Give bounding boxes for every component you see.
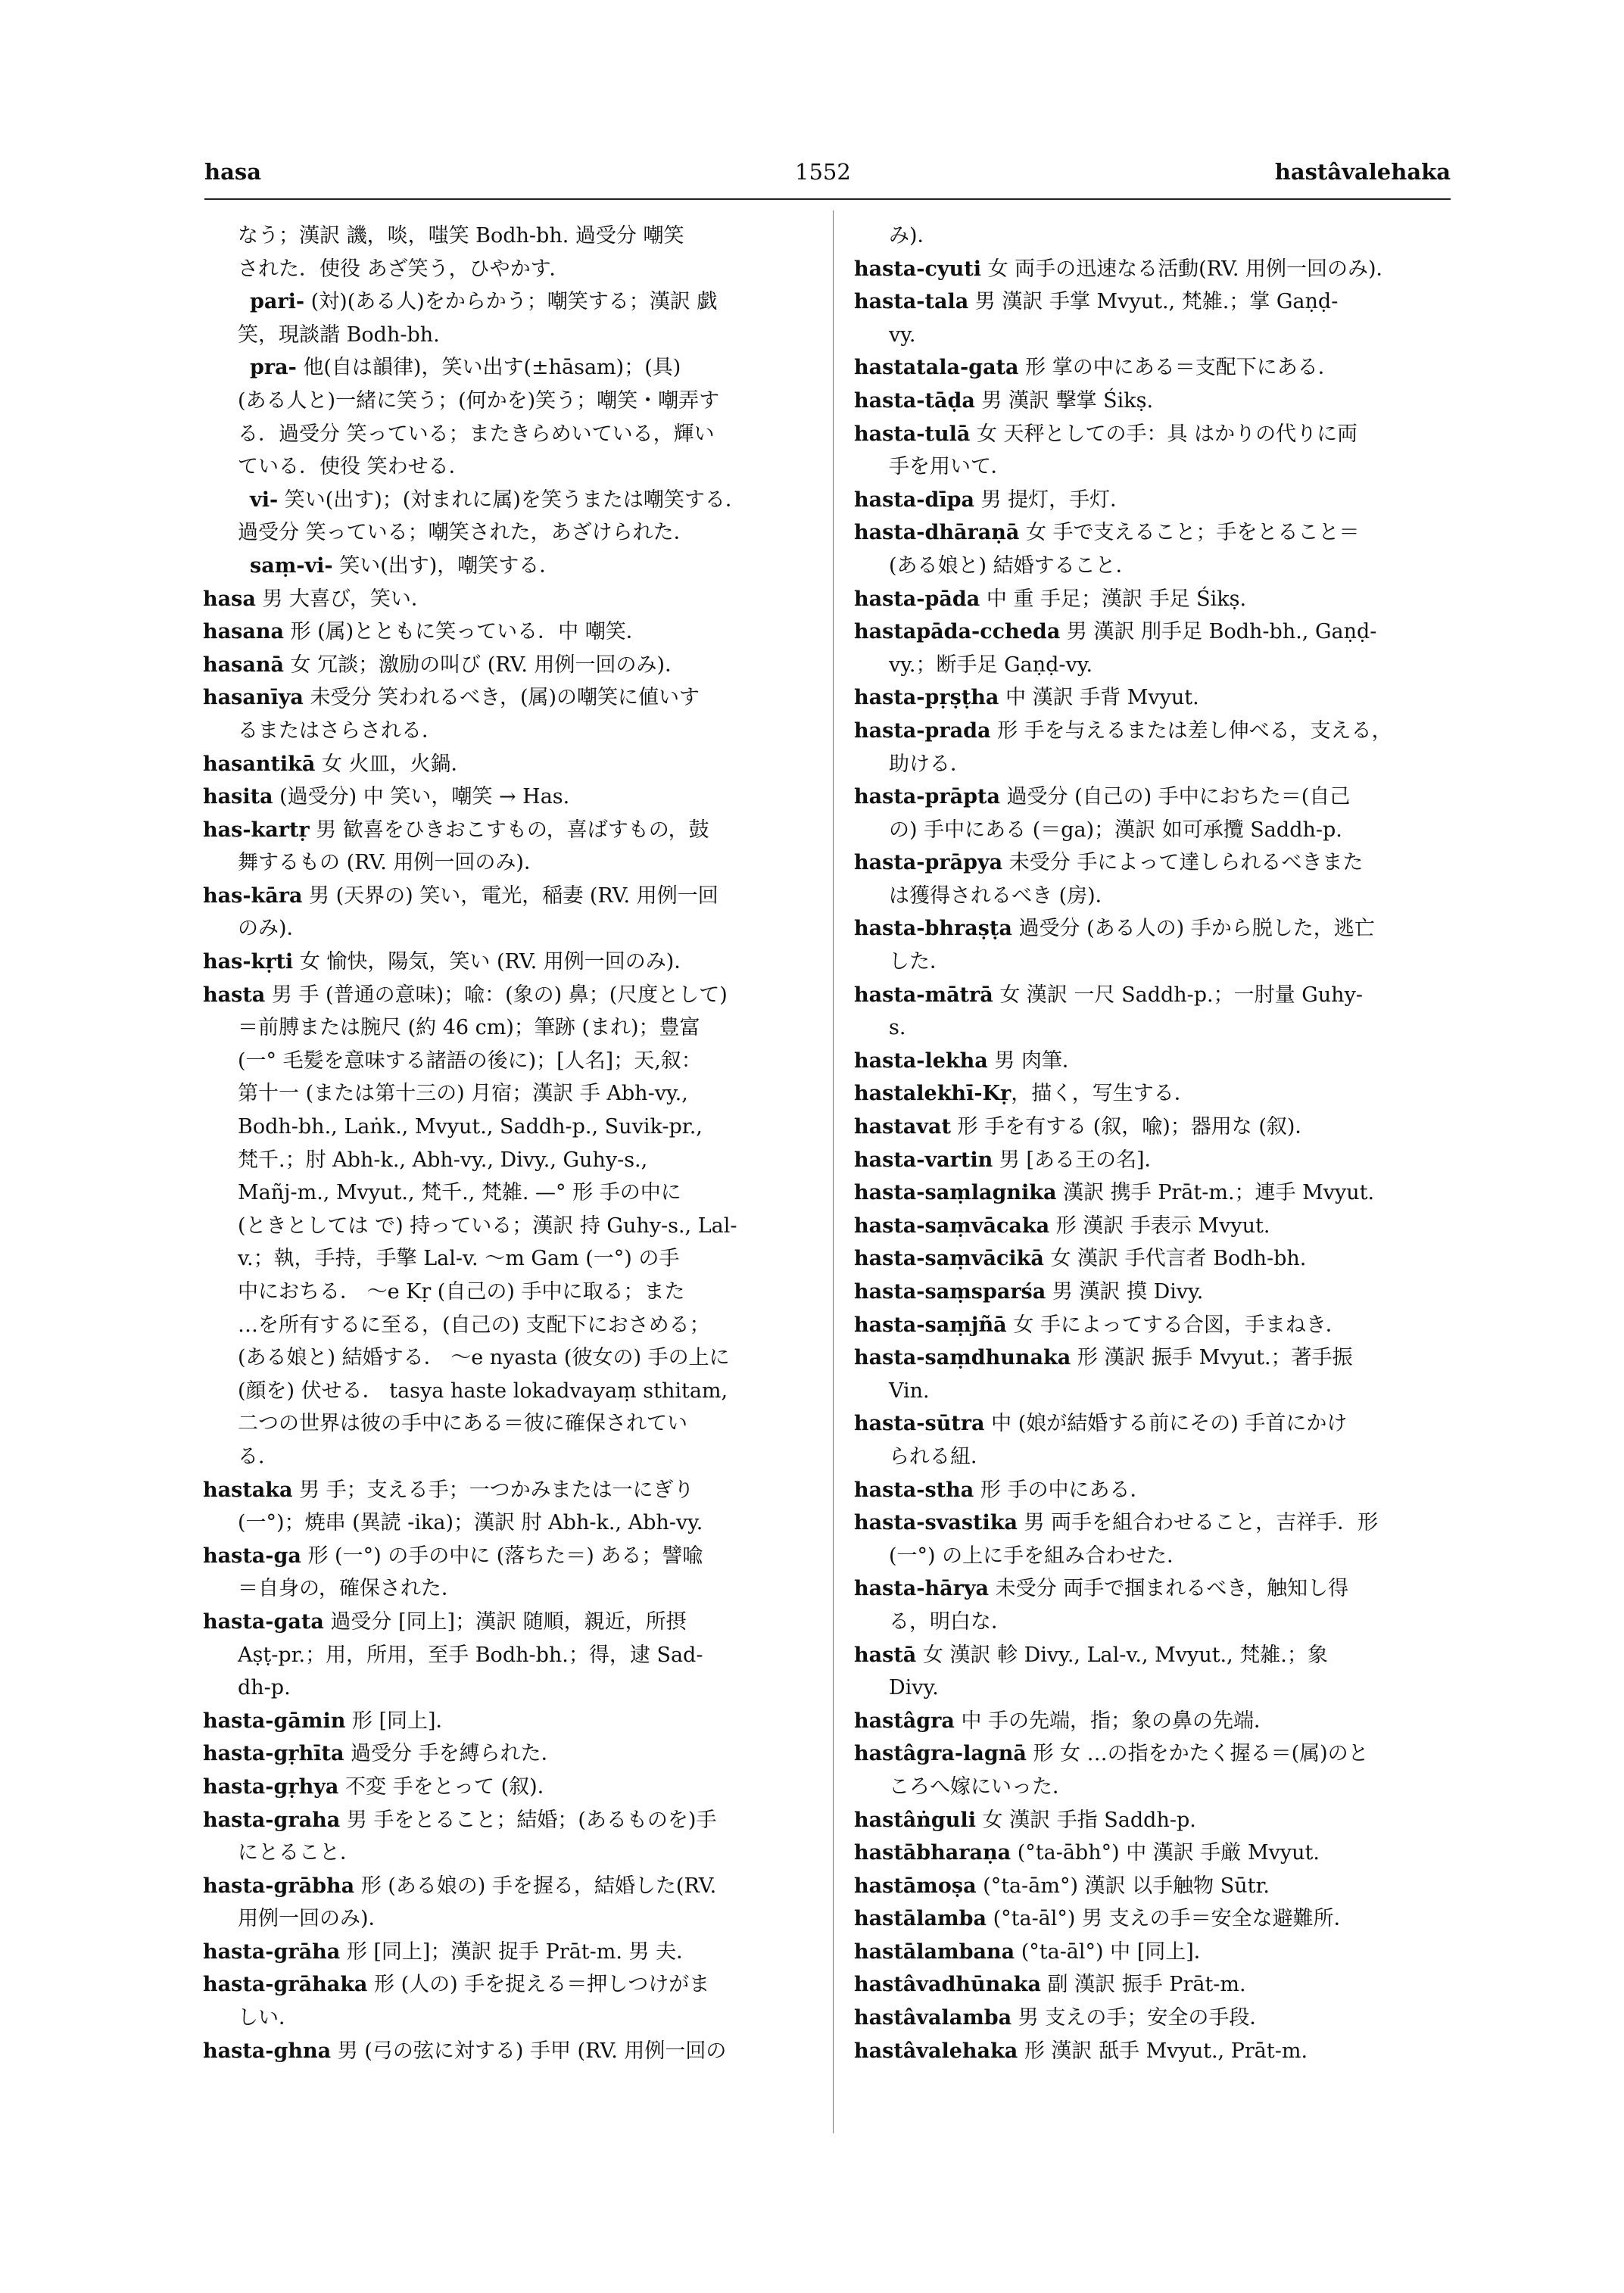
headword: hasta-pāda xyxy=(854,587,980,611)
headword: hasantikā xyxy=(203,752,316,776)
headword: hasta-pṛṣṭha xyxy=(854,686,999,710)
definition-text: 過受分 手を縛られた． xyxy=(344,1742,562,1766)
dictionary-line xyxy=(854,1309,1460,1342)
definition-text: 女 火皿，火鍋． xyxy=(315,752,472,776)
left-column xyxy=(203,220,809,2067)
definition-text: 形 手を有する (叙，喩)；器用な (叙)． xyxy=(950,1115,1316,1139)
dictionary-line xyxy=(854,1111,1460,1144)
dictionary-line xyxy=(854,1968,1460,2002)
definition-text: の) 手中にある (＝ga)；漢訳 如可承攬 Saddh-p. xyxy=(889,818,1342,842)
dictionary-line xyxy=(203,319,809,352)
definition-text: 未受分 両手で掴まれるべき，触知し得 xyxy=(989,1577,1349,1601)
definition-text: 男 漢訳 刖手足 Bodh-bh., Gaṇḍ- xyxy=(1060,620,1377,644)
definition-text: 形 (人の) 手を捉える＝押しつけがま xyxy=(367,1973,710,1997)
definition-text: (°ta-ām°) 漢訳 以手触物 Sūtr. xyxy=(976,1874,1270,1898)
definition-text: 女 天秤としての手：具 はかりの代りに両 xyxy=(970,422,1358,446)
dictionary-line xyxy=(854,1737,1460,1771)
headword: hastâṅguli xyxy=(854,1808,976,1832)
definition-text: 女 愉快，陽気，笑い (RV. 用例一回のみ)． xyxy=(293,950,695,974)
headword: hasta-svastika xyxy=(854,1511,1018,1535)
dictionary-line xyxy=(203,1902,809,1936)
dictionary-line xyxy=(854,1540,1460,1573)
dictionary-line xyxy=(854,1506,1460,1540)
definition-text: 形 漢訳 舐手 Mvyut., Prāt-m. xyxy=(1018,2039,1308,2063)
definition-text: 形 手を与えるまたは差し伸べる，支える， xyxy=(990,718,1392,743)
definition-text: 形 手の中にある． xyxy=(974,1478,1151,1502)
dictionary-line xyxy=(203,2002,809,2035)
definition-text: 男 肉筆． xyxy=(987,1048,1083,1073)
dictionary-line xyxy=(854,780,1460,814)
definition-text: 男 [ある王の名]． xyxy=(993,1148,1165,1172)
dictionary-line xyxy=(203,649,809,682)
dictionary-line xyxy=(854,1902,1460,1936)
dictionary-line xyxy=(203,1045,809,1078)
headword: hastâvadhūnaka xyxy=(854,1973,1041,1997)
headword: hastâgra xyxy=(854,1709,955,1733)
definition-text: 男 両手を組合わせること，吉祥手．形 xyxy=(1018,1511,1379,1535)
headword: hasta-ga xyxy=(203,1544,301,1568)
headword: hasta-saṃjñā xyxy=(854,1313,1007,1337)
dictionary-line xyxy=(854,748,1460,781)
dictionary-line xyxy=(854,715,1460,748)
definition-text: 女 漢訳 軫 Divy., Lal-v., Mvyut., 梵雑.；象 xyxy=(916,1643,1328,1667)
definition-text: …を所有するに至る，(自己の) 支配下におさめる； xyxy=(238,1313,710,1337)
dictionary-line xyxy=(203,1210,809,1243)
definition-text: 過受分 [同上]；漢訳 随順，親近，所摂 xyxy=(323,1609,687,1634)
definition-text: 形 漢訳 振手 Mvyut.；著手振 xyxy=(1071,1346,1353,1370)
definition-text: (ある娘と) 結婚すること． xyxy=(889,553,1136,578)
definition-text: 笑，現談諧 Bodh-bh. xyxy=(238,322,440,347)
dictionary-line xyxy=(854,1045,1460,1078)
dictionary-line xyxy=(203,1804,809,1837)
definition-text: (°ta-ābh°) 中 漢訳 手厳 Mvyut. xyxy=(1011,1841,1320,1865)
definition-text: Mañj-m., Mvyut., 梵千., 梵雑. —° 形 手の中に xyxy=(238,1181,681,1205)
definition-text: 笑い(出す)，嘲笑する． xyxy=(332,553,560,578)
dictionary-line xyxy=(203,351,809,385)
dictionary-line xyxy=(203,1441,809,1474)
definition-text: 女 両手の迅速なる活動(RV. 用例一回のみ)． xyxy=(981,257,1397,281)
definition-text: s. xyxy=(889,1016,906,1040)
dictionary-line xyxy=(203,1407,809,1441)
dictionary-line xyxy=(854,2035,1460,2068)
definition-text: 舞するもの (RV. 用例一回のみ)． xyxy=(238,851,544,875)
headword: hasta-saṃsparśa xyxy=(854,1280,1046,1304)
dictionary-line xyxy=(203,681,809,715)
dictionary-line xyxy=(854,1341,1460,1375)
dictionary-line xyxy=(203,1705,809,1738)
definition-text: (対)(ある人)をからかう；嘲笑する；漢訳 戯 xyxy=(304,290,718,314)
headword: hasta-prāpya xyxy=(854,851,1003,875)
headword: hastâvalamba xyxy=(854,2006,1012,2030)
header-left-guide-word: hasa xyxy=(204,159,261,185)
dictionary-line xyxy=(203,1737,809,1771)
headword: hasta-tulā xyxy=(854,422,971,446)
headword: vi- xyxy=(250,488,279,512)
definition-text: 男 大喜び，笑い． xyxy=(255,587,432,611)
definition-text: 男 手をとること；結婚；(あるものを)手 xyxy=(340,1808,717,1832)
dictionary-line xyxy=(854,1242,1460,1276)
definition-text: ている．使役 笑わせる． xyxy=(238,455,469,479)
definition-text: 漢訳 携手 Prāt-m.；連手 Mvyut. xyxy=(1056,1181,1375,1205)
definition-text: 男 漢訳 手掌 Mvyut., 梵雑.；掌 Gaṇḍ- xyxy=(968,290,1339,314)
headword: hasta-gata xyxy=(203,1609,324,1634)
page-header xyxy=(204,159,1451,189)
dictionary-line xyxy=(203,1144,809,1177)
dictionary-line xyxy=(203,550,809,583)
definition-text: 過受分 (自己の) 手中におちた＝(自己 xyxy=(999,785,1351,809)
dictionary-line xyxy=(203,285,809,319)
dictionary-line xyxy=(203,583,809,616)
definition-text: (°ta-āl°) 中 [同上]． xyxy=(1015,1939,1214,1964)
definition-text: 女 冗談；激励の叫び (RV. 用例一回のみ)． xyxy=(283,653,686,677)
definition-text: しい． xyxy=(238,2006,299,2030)
definition-text: 形 掌の中にある＝支配下にある． xyxy=(1018,356,1339,380)
headword: hasta-sūtra xyxy=(854,1412,985,1436)
dictionary-line xyxy=(854,418,1460,451)
headword: hasanā xyxy=(203,653,284,677)
right-column xyxy=(854,220,1460,2067)
dictionary-line xyxy=(854,649,1460,682)
dictionary-line xyxy=(203,748,809,781)
definition-text: 中 (娘が結婚する前にその) 手首にかけ xyxy=(984,1412,1348,1436)
dictionary-line xyxy=(203,2035,809,2068)
dictionary-line xyxy=(203,220,809,253)
dictionary-line xyxy=(854,253,1460,286)
definition-text: Vin. xyxy=(889,1379,930,1403)
headword: hasta-bhraṣṭa xyxy=(854,917,1012,941)
dictionary-line xyxy=(854,1705,1460,1738)
definition-text: 未受分 手によって達しられるべきまた xyxy=(1002,851,1364,875)
dictionary-line xyxy=(854,1837,1460,1870)
definition-text: み)． xyxy=(889,224,938,248)
dictionary-line xyxy=(854,615,1460,649)
headword: hastâvalehaka xyxy=(854,2039,1018,2063)
dictionary-line xyxy=(854,1210,1460,1243)
dictionary-line xyxy=(203,979,809,1012)
dictionary-line xyxy=(203,715,809,748)
dictionary-line xyxy=(203,516,809,550)
definition-text: (ある人と)一緒に笑う；(何かを)笑う；嘲笑・嘲弄す xyxy=(238,388,720,413)
headword: hasana xyxy=(203,620,284,644)
dictionary-line xyxy=(203,780,809,814)
definition-text: 未受分 笑われるべき，(属)の嘲笑に値いす xyxy=(303,686,700,710)
dictionary-line xyxy=(854,285,1460,319)
dictionary-line xyxy=(203,1341,809,1375)
definition-text: Bodh-bh., Laṅk., Mvyut., Saddh-p., Suvik-pr., xyxy=(238,1115,703,1139)
dictionary-line xyxy=(203,1936,809,1969)
dictionary-line xyxy=(203,1771,809,1804)
definition-text: 形 漢訳 手表示 Mvyut. xyxy=(1049,1213,1270,1238)
header-rule xyxy=(204,198,1451,200)
definition-text: るまたはさらされる． xyxy=(238,718,442,743)
definition-text: 男 手 (普通の意味)；喩：(象の) 鼻；(尺度として) xyxy=(265,983,728,1007)
dictionary-line xyxy=(203,814,809,847)
dictionary-line xyxy=(854,846,1460,880)
headword: hastālambana xyxy=(854,1939,1015,1964)
definition-text: 男 (弓の弦に対する) 手甲 (RV. 用例一回の xyxy=(331,2039,727,2063)
definition-text: Divy. xyxy=(889,1676,939,1700)
dictionary-line xyxy=(854,1077,1460,1111)
dictionary-line xyxy=(203,253,809,286)
headword: hastālamba xyxy=(854,1907,987,1931)
header-page-number: 1552 xyxy=(795,159,851,185)
dictionary-line xyxy=(203,912,809,946)
dictionary-line xyxy=(203,418,809,451)
dictionary-line xyxy=(854,1804,1460,1837)
dictionary-line xyxy=(203,1474,809,1507)
dictionary-line xyxy=(854,1936,1460,1969)
headword: hasta-tala xyxy=(854,290,969,314)
definition-text: 笑い(出す)；(対まれに属)を笑うまたは嘲笑する． xyxy=(278,488,746,512)
headword: hasta-dīpa xyxy=(854,488,975,512)
dictionary-line xyxy=(203,1276,809,1309)
headword: hasta-hārya xyxy=(854,1577,990,1601)
headword: hastaka xyxy=(203,1478,293,1502)
headword: has-kāra xyxy=(203,883,303,908)
definition-text: Aṣṭ-pr.；用，所用，至手 Bodh-bh.；得，逮 Sad- xyxy=(238,1643,703,1667)
dictionary-line xyxy=(854,1671,1460,1705)
headword: hasta-tāḍa xyxy=(854,388,975,413)
dictionary-line xyxy=(854,550,1460,583)
headword: has-kṛti xyxy=(203,950,294,974)
definition-text: ＝前膊または腕尺 (約 46 cm)；筆跡 (まれ)；豊富 xyxy=(238,1016,700,1040)
definition-text: 第十一 (または第十三の) 月宿；漢訳 手 Abh-vy., xyxy=(238,1082,688,1106)
dictionary-line xyxy=(854,1870,1460,1903)
headword: hasta-cyuti xyxy=(854,257,981,281)
dictionary-line xyxy=(854,1572,1460,1606)
dictionary-line xyxy=(854,1606,1460,1639)
definition-text: 他(自は韻律)，笑い出す(±hāsam)；(具) xyxy=(296,356,681,380)
definition-text: 形 (一°) の手の中に (落ちた＝) ある；譬喩 xyxy=(301,1544,703,1568)
dictionary-line xyxy=(203,385,809,418)
dictionary-line xyxy=(203,1309,809,1342)
headword: hasta-grāha xyxy=(203,1939,341,1964)
dictionary-line xyxy=(203,1870,809,1903)
dictionary-line xyxy=(203,1242,809,1276)
definition-text: なう；漢訳 譏，啖，嗤笑 Bodh-bh. 過受分 嘲笑 xyxy=(238,224,684,248)
definition-text: 過受分 笑っている；嘲笑された，あざけられた． xyxy=(238,521,694,545)
dictionary-line xyxy=(854,681,1460,715)
dictionary-line xyxy=(854,1176,1460,1210)
headword: hasta-vartin xyxy=(854,1148,993,1172)
dictionary-line xyxy=(854,2002,1460,2035)
headword: hasita xyxy=(203,785,273,809)
headword: hastābharaṇa xyxy=(854,1841,1011,1865)
definition-text: ころへ嫁にいった． xyxy=(889,1774,1073,1799)
dictionary-line xyxy=(854,1639,1460,1672)
dictionary-line xyxy=(854,979,1460,1012)
headword: hasta-saṃlagnika xyxy=(854,1181,1057,1205)
dictionary-line xyxy=(854,1375,1460,1408)
definition-text: 手を用いて． xyxy=(889,455,1011,479)
definition-text: 不変 手をとって (叙)． xyxy=(338,1774,558,1799)
definition-text: 女 手で支えること；手をとること＝ xyxy=(1019,521,1360,545)
dictionary-line xyxy=(203,1671,809,1705)
dictionary-line xyxy=(203,846,809,880)
header-right-guide-word: hastâvalehaka xyxy=(1274,159,1451,185)
definition-text: された．使役 あざ笑う，ひやかす． xyxy=(238,257,570,281)
dictionary-line xyxy=(203,1011,809,1045)
definition-text: ，描く，写生する． xyxy=(1011,1082,1195,1106)
dictionary-line xyxy=(854,1144,1460,1177)
definition-text: 中 手の先端，指；象の鼻の先端． xyxy=(954,1709,1275,1733)
definition-text: る． xyxy=(238,1444,279,1469)
headword: hasta-saṃvācikā xyxy=(854,1247,1044,1271)
definition-text: る．過受分 笑っている；またきらめいている，輝い xyxy=(238,422,715,446)
headword: hasta-ghna xyxy=(203,2039,332,2063)
headword: hastāmoṣa xyxy=(854,1874,977,1898)
definition-text: 男 提灯，手灯． xyxy=(974,488,1131,512)
headword: hasta-grāhaka xyxy=(203,1973,368,1997)
dictionary-line xyxy=(854,220,1460,253)
headword: hasta xyxy=(203,983,266,1007)
dictionary-line xyxy=(854,1407,1460,1441)
dictionary-line xyxy=(203,1077,809,1111)
headword: hastā xyxy=(854,1643,917,1667)
headword: hasta-stha xyxy=(854,1478,974,1502)
dictionary-line xyxy=(854,583,1460,616)
headword: hasta-grābha xyxy=(203,1874,355,1898)
definition-text: (一° 毛髪を意味する諸語の後に)；[人名]；天,叙： xyxy=(238,1048,702,1073)
headword: hasta-gṛhya xyxy=(203,1774,339,1799)
headword: pari- xyxy=(250,290,305,314)
headword: hastapāda-ccheda xyxy=(854,620,1061,644)
definition-text: 女 手によってする合図，手まねき． xyxy=(1006,1313,1346,1337)
headword: hastavat xyxy=(854,1115,951,1139)
headword: hastâgra-lagnā xyxy=(854,1742,1027,1766)
definition-text: 中 重 手足；漢訳 手足 Śikṣ. xyxy=(980,587,1247,611)
headword: hasta-saṃvācaka xyxy=(854,1213,1050,1238)
definition-text: 中におちる． ～e Kṛ (自己の) 手中に取る；また xyxy=(238,1280,685,1304)
definition-text: 男 (天界の) 笑い，電光，稲妻 (RV. 用例一回 xyxy=(302,883,718,908)
definition-text: 男 漢訳 摸 Divy. xyxy=(1046,1280,1204,1304)
headword: hasta-lekha xyxy=(854,1048,988,1073)
definition-text: 中 漢訳 手背 Mvyut. xyxy=(999,686,1199,710)
headword: hasanīya xyxy=(203,686,304,710)
headword: hastalekhī-Kṛ xyxy=(854,1082,1011,1106)
dictionary-line xyxy=(854,484,1460,517)
dictionary-line xyxy=(854,912,1460,946)
dictionary-line xyxy=(854,1771,1460,1804)
dictionary-line xyxy=(854,385,1460,418)
dictionary-line xyxy=(203,1176,809,1210)
definition-text: る，明白な． xyxy=(889,1609,1011,1634)
dictionary-line xyxy=(203,1572,809,1606)
headword: hasta-gāmin xyxy=(203,1709,346,1733)
column-divider xyxy=(833,210,834,2133)
definition-text: (一°) の上に手を組み合わせた． xyxy=(889,1544,1188,1568)
definition-text: 男 漢訳 撃掌 Śikṣ. xyxy=(974,388,1154,413)
definition-text: 副 漢訳 振手 Prāt-m. xyxy=(1040,1973,1246,1997)
dictionary-line xyxy=(203,1540,809,1573)
dictionary-line xyxy=(203,450,809,484)
definition-text: vy.；断手足 Gaṇḍ-vy. xyxy=(889,653,1093,677)
dictionary-line xyxy=(854,319,1460,352)
dictionary-line xyxy=(203,1375,809,1408)
headword: hasta-mātrā xyxy=(854,983,993,1007)
definition-text: (顔を) 伏せる． tasya haste lokadvayaṃ sthitam, xyxy=(238,1379,728,1403)
definition-text: (°ta-āl°) 男 支えの手＝安全な避難所． xyxy=(987,1907,1354,1931)
definition-text: v.；執，手持，手擎 Lal-v. ～m Gam (一°) の手 xyxy=(238,1247,680,1271)
headword: has-kartṛ xyxy=(203,818,310,842)
definition-text: られる紐． xyxy=(889,1444,991,1469)
headword: hasta-graha xyxy=(203,1808,341,1832)
dictionary-line xyxy=(854,946,1460,979)
dictionary-line xyxy=(854,1011,1460,1045)
dictionary-line xyxy=(203,1111,809,1144)
definition-text: 形 [同上]． xyxy=(345,1709,457,1733)
definition-text: のみ)． xyxy=(238,917,307,941)
headword: hasa xyxy=(203,587,256,611)
dictionary-line xyxy=(854,1276,1460,1309)
definition-text: 形 (ある娘の) 手を握る，結婚した(RV. xyxy=(354,1874,717,1898)
definition-text: dh-p. xyxy=(238,1676,291,1700)
definition-text: は獲得されるべき (房)． xyxy=(889,883,1116,908)
definition-text: (ある娘と) 結婚する． ～e nyasta (彼女の) 手の上に xyxy=(238,1346,730,1370)
definition-text: 女 漢訳 手指 Saddh-p. xyxy=(975,1808,1196,1832)
dictionary-line xyxy=(854,351,1460,385)
definition-text: 女 漢訳 手代言者 Bodh-bh. xyxy=(1043,1247,1307,1271)
definition-text: 助ける． xyxy=(889,752,971,776)
definition-text: (ときとしては で) 持っている；漢訳 持 Guhy-s., Lal- xyxy=(238,1213,737,1238)
definition-text: 形 [同上]；漢訳 捉手 Prāt-m. 男 夫． xyxy=(340,1939,697,1964)
dictionary-line xyxy=(203,615,809,649)
headword: hasta-prada xyxy=(854,718,991,743)
dictionary-line xyxy=(854,814,1460,847)
dictionary-line xyxy=(854,1474,1460,1507)
dictionary-line xyxy=(854,516,1460,550)
dictionary-line xyxy=(203,946,809,979)
dictionary-line xyxy=(203,1837,809,1870)
headword: hasta-gṛhīta xyxy=(203,1742,344,1766)
definition-text: 女 漢訳 一尺 Saddh-p.；一肘量 Guhy- xyxy=(993,983,1363,1007)
definition-text: 梵千.；肘 Abh-k., Abh-vy., Divy., Guhy-s., xyxy=(238,1148,648,1172)
definition-text: 過受分 (ある人の) 手から脱した，逃亡 xyxy=(1011,917,1375,941)
headword: pra- xyxy=(250,356,297,380)
definition-text: 二つの世界は彼の手中にある＝彼に確保されてい xyxy=(238,1412,687,1436)
dictionary-line xyxy=(203,1639,809,1672)
dictionary-line xyxy=(854,880,1460,913)
definition-text: 男 手；支える手；一つかみまたは一にぎり xyxy=(292,1478,694,1502)
dictionary-line xyxy=(203,880,809,913)
definition-text: vy. xyxy=(889,322,916,347)
dictionary-line xyxy=(854,1441,1460,1474)
definition-text: した． xyxy=(889,950,950,974)
headword: hastatala-gata xyxy=(854,356,1019,380)
headword: hasta-dhāraṇā xyxy=(854,521,1020,545)
dictionary-line xyxy=(203,1968,809,2002)
dictionary-line xyxy=(203,1506,809,1540)
definition-text: 男 支えの手；安全の手段． xyxy=(1011,2006,1270,2030)
headword: saṃ-vi- xyxy=(250,553,333,578)
dictionary-line xyxy=(203,1606,809,1639)
definition-text: ＝自身の，確保された． xyxy=(238,1577,462,1601)
headword: hasta-prāpta xyxy=(854,785,1000,809)
definition-text: 形 女 …の指をかたく握る＝(属)のと xyxy=(1026,1742,1369,1766)
definition-text: 用例一回のみ)． xyxy=(238,1907,389,1931)
definition-text: (一°)；焼串 (異読 -ika)；漢訳 肘 Abh-k., Abh-vy. xyxy=(238,1511,703,1535)
headword: hasta-saṃdhunaka xyxy=(854,1346,1071,1370)
definition-text: 男 歓喜をひきおこすもの，喜ばすもの，鼓 xyxy=(309,818,709,842)
definition-text: 形 (属)とともに笑っている．中 嘲笑． xyxy=(283,620,647,644)
definition-text: (過受分) 中 笑い，嘲笑 → Has. xyxy=(273,785,570,809)
definition-text: にとること． xyxy=(238,1841,360,1865)
dictionary-line xyxy=(854,450,1460,484)
dictionary-line xyxy=(203,484,809,517)
